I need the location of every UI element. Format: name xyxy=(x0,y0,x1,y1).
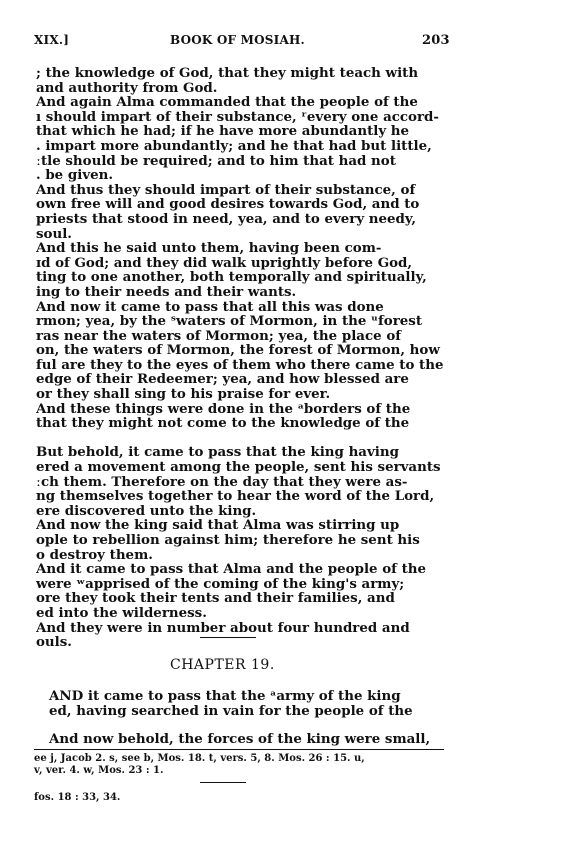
text-line: soul. xyxy=(36,226,72,242)
chapter-heading: CHAPTER 19. xyxy=(170,657,275,673)
text-line: ere discovered unto the king. xyxy=(36,503,257,519)
text-line: ople to rebellion against him; therefore he sent his xyxy=(36,533,420,548)
footnote-line: v, ver. 4. w, Mos. 23 : 1. xyxy=(34,765,164,776)
text-line: ı should impart of their substance, ʳevery one accord- xyxy=(36,109,439,125)
text-line: edge of their Redeemer; yea, and how blessed are xyxy=(36,372,409,388)
text-line: and authority from God. xyxy=(36,80,218,96)
text-line: ing to their needs and their wants. xyxy=(36,284,297,300)
text-line: ːch them. Therefore on the day that they were as- xyxy=(36,474,408,490)
text-line: But behold, it came to pass that the king having xyxy=(36,445,399,461)
text-line: o destroy them. xyxy=(36,547,153,563)
text-line: And now it came to pass that all this was done xyxy=(36,299,384,315)
footnotes xyxy=(34,753,454,777)
running-head-title: BOOK OF MOSIAH. xyxy=(170,33,305,47)
text-line: ras near the waters of Mormon; yea, the place of xyxy=(36,328,402,344)
text-line: ouls. xyxy=(36,635,72,650)
text-line: that they might not come to the knowledge of the xyxy=(36,416,410,431)
text-line: rmon; yea, by the ˢwaters of Mormon, in the ᵘforest xyxy=(36,314,423,329)
text-line: ng themselves together to hear the word of the Lord, xyxy=(36,489,435,504)
text-line: ful are they to the eyes of them who there came to the xyxy=(36,357,444,373)
text-line: . impart more abundantly; and he that had but little, xyxy=(36,138,432,154)
text-line: ; the knowledge of God, that they might teach with xyxy=(36,66,419,81)
body-text xyxy=(36,66,506,650)
text-line: or they shall sing to his praise for ever. xyxy=(36,387,331,402)
text-line: ore they took their tents and their families, and xyxy=(36,591,395,606)
text-line: And now the king said that Alma was stirring up xyxy=(36,518,400,533)
chapter-text-line: And now behold, the forces of the king were small, xyxy=(49,731,431,747)
text-line: own free will and good desires towards God, and to xyxy=(36,197,420,212)
text-line: And it came to pass that Alma and the people of the xyxy=(36,562,427,577)
text-line: And they were in number about four hundred and xyxy=(36,620,410,636)
text-line: ered a movement among the people, sent his servants xyxy=(36,460,441,475)
text-line: ed into the wilderness. xyxy=(36,605,207,621)
text-line: And this he said unto them, having been com- xyxy=(36,241,382,256)
page-number: 203 xyxy=(422,33,450,48)
text-line: ting to one another, both temporally and spiritually, xyxy=(36,270,427,285)
text-line: And these things were done in the ᵃborders of the xyxy=(36,401,411,417)
text-line: . be given. xyxy=(36,168,114,183)
text-line: that which he had; if he have more abundantly he xyxy=(36,124,410,139)
text-line: ːtle should be required; and to him that had not xyxy=(36,153,396,169)
footnote-reference: fos. 18 : 33, 34. xyxy=(34,792,121,803)
text-line: ɪd of God; and they did walk uprightly before God, xyxy=(36,255,413,271)
section-divider xyxy=(200,637,256,638)
text-line: were ʷapprised of the coming of the king's army; xyxy=(36,576,405,592)
text-line: And again Alma commanded that the people of the xyxy=(36,95,418,110)
text-line: priests that stood in need, yea, and to every needy, xyxy=(36,211,417,227)
footnote-line: ee j, Jacob 2. s, see b, Mos. 18. t, vers. 5, 8. Mos. 26 : 15. u, xyxy=(34,753,365,764)
chapter-text-line: ed, having searched in vain for the people of the xyxy=(49,702,413,719)
text-line: And thus they should impart of their substance, of xyxy=(36,182,416,198)
running-head-chapter: XIX.] xyxy=(34,33,70,47)
chapter-text xyxy=(49,689,459,718)
footnote-end-divider xyxy=(200,782,246,783)
chapter-text-line: AND it came to pass that the ᵃarmy of the king xyxy=(49,688,401,704)
text-line xyxy=(36,431,506,446)
text-line: on, the waters of Mormon, the forest of Mormon, how xyxy=(36,343,440,358)
footnote-divider xyxy=(34,749,444,750)
